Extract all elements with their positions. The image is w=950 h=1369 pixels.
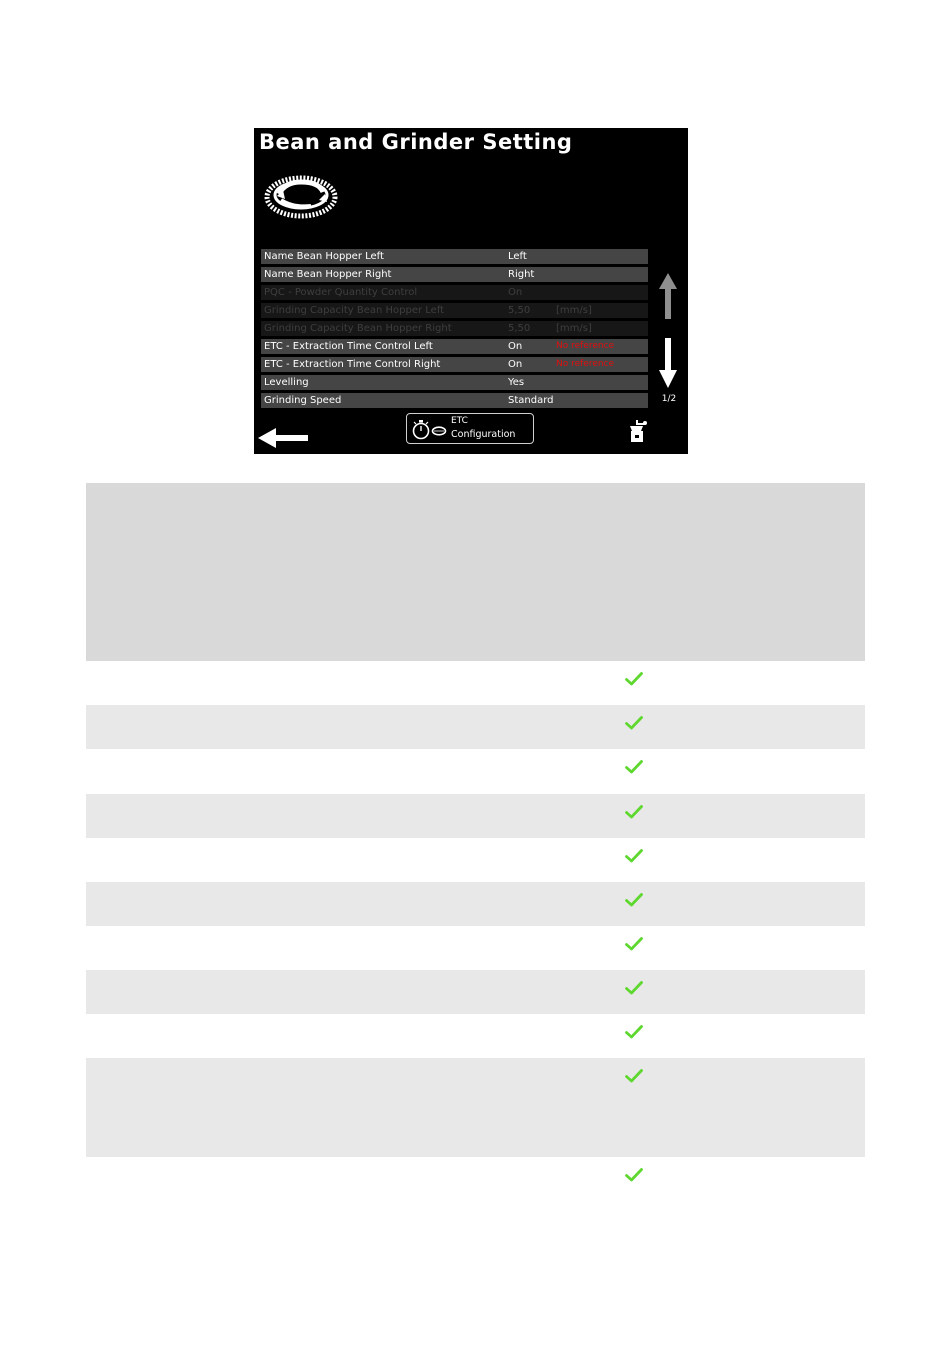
- setting-label: PQC - Powder Quantity Control: [264, 287, 418, 298]
- arrow-down-icon[interactable]: [657, 338, 679, 388]
- setting-label: Levelling: [264, 377, 309, 388]
- table-row: [86, 705, 865, 749]
- page-indicator: 1/2: [661, 394, 677, 404]
- setting-value: Standard: [508, 395, 554, 406]
- etc-configuration-button[interactable]: [406, 413, 534, 444]
- table-row: [86, 838, 865, 882]
- table-header: [86, 483, 865, 661]
- checkmark-icon: [625, 672, 643, 686]
- table-row: [86, 882, 865, 926]
- arrow-up-icon[interactable]: [657, 273, 679, 319]
- setting-label: Grinding Speed: [264, 395, 342, 406]
- setting-warning: No reference: [556, 341, 615, 351]
- machine-screen: [254, 128, 688, 454]
- setting-row: [261, 303, 648, 318]
- setting-unit: [mm/s]: [556, 305, 592, 316]
- stopwatch-icon: [411, 418, 447, 440]
- setting-value: Yes: [508, 377, 525, 388]
- checkmark-icon: [625, 1168, 643, 1182]
- setting-value: On: [508, 341, 523, 352]
- table-row: [86, 970, 865, 1014]
- setting-row[interactable]: [261, 375, 648, 390]
- table-row: [86, 661, 865, 705]
- table-row: [86, 926, 865, 970]
- setting-label: Name Bean Hopper Left: [264, 251, 384, 262]
- setting-label: ETC - Extraction Time Control Left: [264, 341, 433, 352]
- checkmark-icon: [625, 1069, 643, 1083]
- checkmark-icon: [625, 981, 643, 995]
- table-row: [86, 1157, 865, 1201]
- table-row: [86, 794, 865, 838]
- checkmark-icon: [625, 893, 643, 907]
- setting-value: 5,50: [508, 305, 531, 316]
- setting-row[interactable]: [261, 249, 648, 264]
- etc-button-label-line2: Configuration: [451, 429, 516, 440]
- setting-value: On: [508, 287, 523, 298]
- back-arrow-icon[interactable]: [258, 426, 308, 450]
- checkmark-icon: [625, 805, 643, 819]
- checkmark-icon: [625, 1025, 643, 1039]
- checkmark-icon: [625, 716, 643, 730]
- screen-title: Bean and Grinder Setting: [259, 130, 573, 154]
- setting-row[interactable]: [261, 357, 648, 372]
- checkmark-icon: [625, 849, 643, 863]
- setting-row[interactable]: [261, 339, 648, 354]
- setting-label: ETC - Extraction Time Control Right: [264, 359, 441, 370]
- table-row: [86, 1014, 865, 1058]
- setting-unit: [mm/s]: [556, 323, 592, 334]
- setting-label: Name Bean Hopper Right: [264, 269, 392, 280]
- checkmark-icon: [625, 937, 643, 951]
- setting-value: Right: [508, 269, 535, 280]
- setting-row: [261, 285, 648, 300]
- setting-row: [261, 321, 648, 336]
- setting-value: Left: [508, 251, 527, 262]
- setting-label: Grinding Capacity Bean Hopper Right: [264, 323, 452, 334]
- setting-value: On: [508, 359, 523, 370]
- table-row: [86, 749, 865, 794]
- setting-row[interactable]: [261, 393, 648, 408]
- setting-warning: No reference: [556, 359, 615, 369]
- setting-label: Grinding Capacity Bean Hopper Left: [264, 305, 445, 316]
- setting-value: 5,50: [508, 323, 531, 334]
- coffee-grinder-icon[interactable]: [625, 418, 649, 444]
- checkmark-icon: [625, 760, 643, 774]
- grinder-burr-icon: [263, 172, 339, 222]
- table-row: [86, 1058, 865, 1157]
- etc-button-label-line1: ETC: [451, 416, 468, 426]
- setting-row[interactable]: [261, 267, 648, 282]
